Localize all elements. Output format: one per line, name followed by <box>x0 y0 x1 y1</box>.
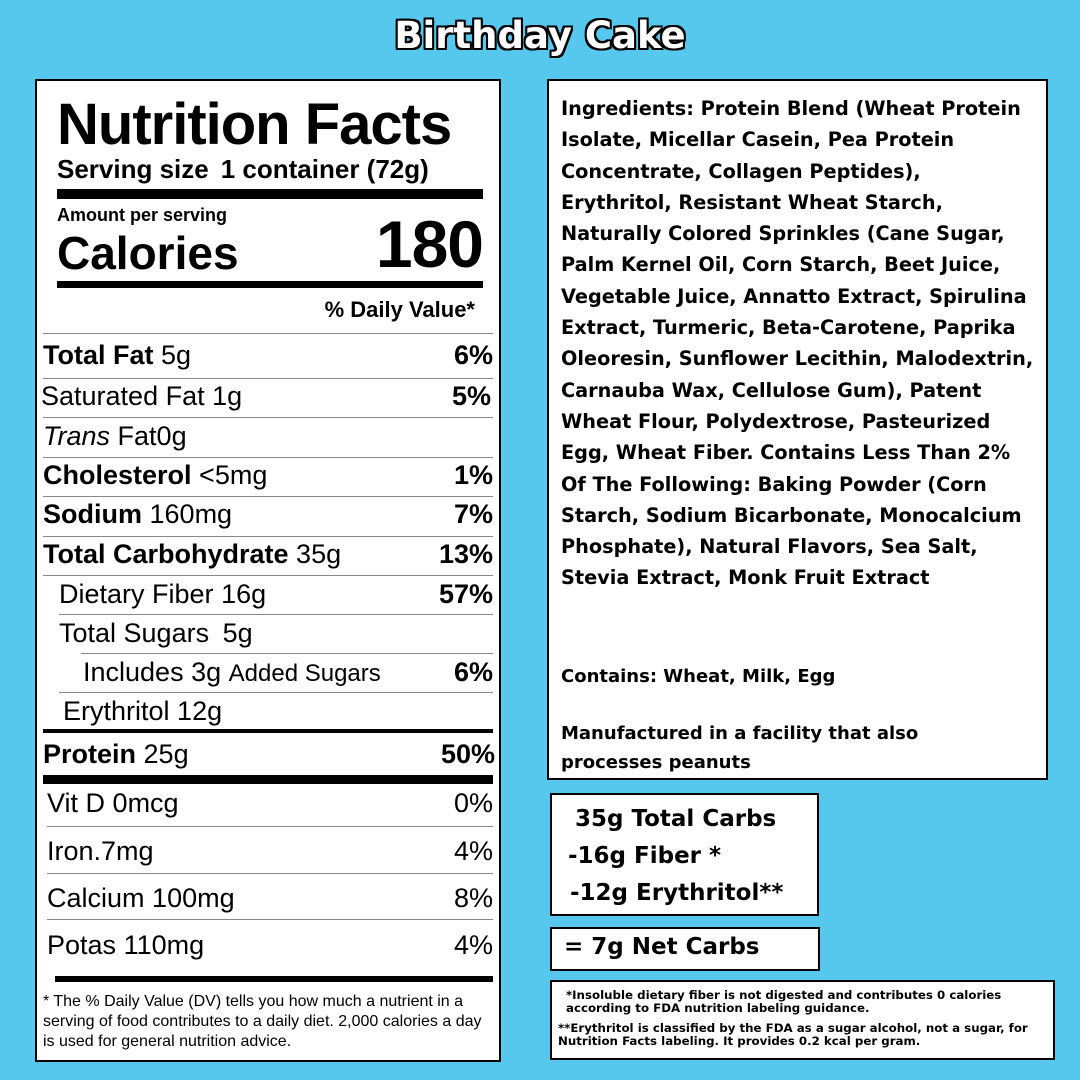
nutrient-amount: 110mg <box>123 930 205 960</box>
nutrient-label: Sodium <box>43 499 142 529</box>
nutrient-row-iron <box>47 836 493 867</box>
nutrient-row-dietary-fiber <box>59 579 493 610</box>
daily-value-header: % Daily Value* <box>324 297 475 322</box>
nutrient-dv: 13% <box>438 539 493 569</box>
nutrient-row-protein <box>43 739 493 770</box>
nutrient-amount: 160mg <box>149 499 233 529</box>
nutrient-label: Potas <box>47 930 117 960</box>
nutrient-label: Dietary Fiber <box>59 579 214 609</box>
fiber-line: -16g Fiber * <box>568 843 722 869</box>
nutrient-amount: <5mg <box>199 460 268 490</box>
divider <box>43 536 493 537</box>
nutrient-dv: 5% <box>451 381 491 411</box>
nutrient-label: Cholesterol <box>43 460 192 490</box>
nutrient-label: Total Sugars <box>59 618 210 648</box>
thick-rule <box>57 189 483 199</box>
amount-per-serving: Amount per serving <box>57 205 228 225</box>
allergen-statement: Contains: Wheat, Milk, Egg <box>561 666 836 687</box>
divider <box>59 692 493 693</box>
product-title: Birthday Cake <box>394 14 686 57</box>
nutrient-label: Total Carbohydrate <box>43 539 289 569</box>
nutrient-amount: .7mg <box>93 836 154 866</box>
daily-value-footnote: * The % Daily Value (DV) tells you how much a nutrient in a serving of food contributes to a daily diet. 2,000 calories a day is used for general nutrition advice. <box>43 993 482 1050</box>
nutrient-amount: 3g <box>191 657 222 687</box>
divider <box>47 919 493 920</box>
nutrient-dv: 50% <box>440 739 495 769</box>
nutrient-dv: 7% <box>453 499 493 529</box>
nutrient-amount: 5g <box>161 340 192 370</box>
vitamins-rule <box>43 775 493 784</box>
nutrient-dv: 8% <box>453 883 493 913</box>
nutrient-row-total-sugars <box>59 618 493 649</box>
nutrient-amount: 25g <box>143 739 189 769</box>
nutrient-amount: 12g <box>177 696 223 726</box>
footnote-rule <box>55 976 493 982</box>
nutrient-label: Total Fat <box>43 340 154 370</box>
divider <box>47 826 493 827</box>
nutrient-amount: 35g <box>296 539 342 569</box>
medium-rule <box>57 281 483 288</box>
nutrient-label-italic: Trans <box>43 421 111 451</box>
net-carbs-calculation <box>550 793 819 916</box>
serving-size-label: Serving size <box>57 154 209 184</box>
nutrient-dv: 1% <box>453 460 493 490</box>
nutrient-row-cholesterol <box>43 460 493 491</box>
nutrient-row-trans-fat <box>43 421 493 452</box>
nutrient-amount: 0g <box>156 421 187 451</box>
divider <box>43 378 493 379</box>
nutrient-dv: 4% <box>453 836 493 866</box>
nutrient-dv: 4% <box>453 930 493 960</box>
divider <box>59 614 493 615</box>
nutrient-row-vitamin-d <box>47 788 493 819</box>
nutrient-label: Iron <box>47 836 94 866</box>
divider <box>43 496 493 497</box>
nutrient-row-calcium <box>47 883 493 914</box>
nutrient-row-added-sugars <box>83 657 493 688</box>
nutrient-label: Fat <box>117 421 157 451</box>
nutrient-row-erythritol <box>63 696 493 727</box>
nutrient-row-potassium <box>47 930 493 961</box>
erythritol-line: -12g Erythritol** <box>570 880 784 906</box>
divider <box>43 575 493 576</box>
nutrient-label: Erythritol <box>63 696 170 726</box>
nutrition-facts-panel <box>35 79 501 1062</box>
nutrient-dv: 6% <box>453 340 493 370</box>
nutrient-dv: 0% <box>453 788 493 818</box>
nutrient-amount: 16g <box>221 579 267 609</box>
nutrient-label: Saturated Fat <box>41 381 205 411</box>
erythritol-note: **Erythritol is classified by the FDA as a sugar alcohol, not a sugar, for Nutrition Facts labeling. It provides 0.2 kcal per gram. <box>558 1021 1028 1048</box>
nutrient-dv: 6% <box>453 657 493 687</box>
nutrient-label: Includes <box>83 657 184 687</box>
nutrition-facts-heading: Nutrition Facts <box>57 92 452 157</box>
nutrient-label: Vit D <box>47 788 106 818</box>
nutrient-label-suffix: Added Sugars <box>228 660 381 687</box>
nutrient-row-total-carbohydrate <box>43 539 493 570</box>
nutrient-amount: 0mcg <box>112 788 179 818</box>
divider <box>43 333 493 334</box>
divider <box>43 457 493 458</box>
ingredients-text: Ingredients: Protein Blend (Wheat Protein Isolate, Micellar Casein, Pea Protein Concentrate, Collagen Peptides), Erythritol, Resistant Wheat Starch, Naturally Colored Sprinkles (Cane Sugar, Palm Kernel Oil, Corn Starch, Beet Juice, Vegetable Juice, Annatto Extract, Spirulina Extract, Turmeric, Beta-Carotene, Paprika Oleoresin, Sunflower Lecithin, Malodextrin, Carnauba Wax, Cellulose Gum), Patent Wheat Flour, Polydextrose, Pasteurized Egg, Wheat Fiber. Contains Less Than 2% Of The Following: Baking Powder (Corn Starch, Sodium Bicarbonate, Monocalcium Phosphate), Natural Flavors, Sea Salt, Stevia Extract, Monk Fruit Extract <box>561 97 1034 590</box>
protein-rule <box>43 729 493 733</box>
serving-size <box>57 154 429 185</box>
net-carbs-result: = 7g Net Carbs <box>550 927 820 971</box>
ingredients-panel <box>547 79 1048 780</box>
total-carbs-line: 35g Total Carbs <box>575 806 777 832</box>
footnotes-panel <box>550 980 1055 1060</box>
divider <box>81 653 493 654</box>
facility-statement: Manufactured in a facility that also processes peanuts <box>561 723 919 773</box>
nutrient-row-total-fat <box>43 340 493 371</box>
calories-value: 180 <box>375 207 483 281</box>
divider <box>43 417 493 418</box>
nutrient-label: Protein <box>43 739 137 769</box>
nutrient-amount: 1g <box>212 381 243 411</box>
nutrient-label: Calcium <box>47 883 145 913</box>
nutrient-amount: 5g <box>222 618 253 648</box>
fiber-note: *Insoluble dietary fiber is not digested and contributes 0 calories according to FDA nutrition labeling guidance. <box>566 988 1002 1015</box>
divider <box>47 873 493 874</box>
nutrient-row-sodium <box>43 499 493 530</box>
calories-label: Calories <box>57 227 239 279</box>
nutrient-dv: 57% <box>438 579 493 609</box>
nutrient-row-saturated-fat <box>41 381 493 412</box>
nutrient-amount: 100mg <box>152 883 235 913</box>
serving-size-value: 1 container (72g) <box>220 154 429 184</box>
